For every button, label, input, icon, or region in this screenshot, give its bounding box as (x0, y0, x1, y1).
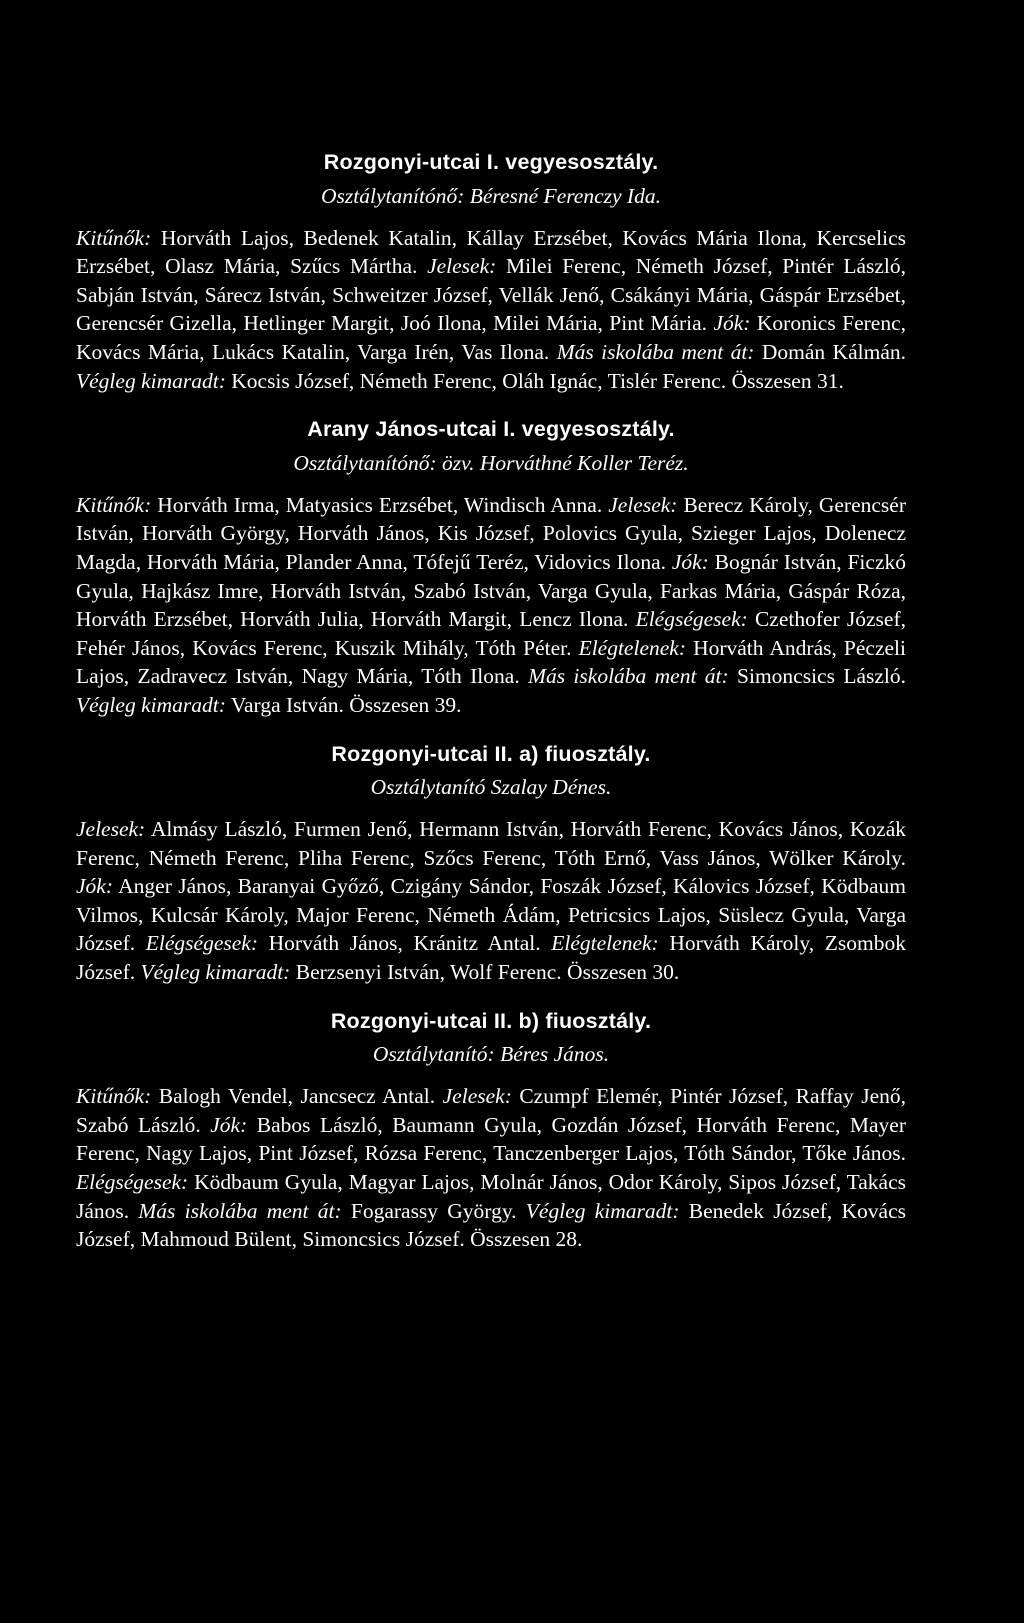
category-names: Almásy László, Furmen Jenő, Hermann István, Horváth Ferenc, Kovács János, Kozák Ferenc, Németh Ferenc, Pliha Ferenc, Szőcs Ferenc, Tóth Ernő, Vass János, Wölker Károly. (76, 817, 906, 870)
category-names: Anger János, Baranyai Győző, Czigány Sándor, Foszák József, Kálovics József, Ködbaum Vilmos, Kulcsár Károly, Major Ferenc, Németh Ádám, Petricsics Lajos, Süslecz Gyula, Varga József. (76, 874, 906, 956)
category-label: Elégtelenek: (578, 635, 686, 660)
category-label: Kitűnők: (76, 1084, 152, 1109)
category-names: Simoncsics László. (728, 664, 906, 689)
category-label: Más iskolába ment át: (138, 1198, 342, 1223)
class-section (76, 417, 906, 719)
category-names: Fogarassy György. (341, 1198, 526, 1223)
category-label: Jók: (76, 874, 113, 899)
category-names: Berzsenyi István, Wolf Ferenc. Összesen 30. (290, 960, 680, 985)
section-heading: Rozgonyi-utcai I. vegyesosztály. (323, 150, 659, 174)
category-names: Koronics Ferenc, Kovács Mária, Lukács Katalin, Varga Irén, Vas Ilona. (76, 311, 906, 364)
category-label: Jelesek: (442, 1084, 512, 1109)
category-names: Kocsis József, Németh Ferenc, Oláh Ignác, Tislér Ferenc. Összesen 31. (225, 368, 844, 393)
class-section (76, 150, 906, 395)
section-heading: Rozgonyi-utcai II. b) fiuosztály. (330, 1008, 652, 1033)
section-teacher: Osztálytanító Szalay Dénes. (370, 775, 612, 800)
category-label: Jelesek: (427, 254, 497, 279)
category-label: Elégségesek: (76, 1170, 189, 1195)
category-names: Varga István. Összesen 39. (225, 692, 462, 717)
section-body (76, 815, 906, 987)
section-teacher: Osztálytanító: Béres János. (372, 1042, 610, 1067)
section-heading: Arany János-utcai I. vegyesosztály. (307, 417, 675, 442)
section-teacher: Osztálytanítónő: özv. Horváthné Koller Teréz. (293, 450, 689, 475)
category-names: Czethofer József, Fehér János, Kovács Ferenc, Kuszik Mihály, Tóth Péter. (76, 607, 906, 660)
section-body (76, 224, 906, 396)
category-label: Jelesek: (76, 817, 146, 842)
category-label: Jók: (210, 1112, 248, 1137)
category-names: Horváth Lajos, Bedenek Katalin, Kállay Erzsébet, Kovács Mária Ilona, Kercselics Erzsébet, Olasz Mária, Szűcs Mártha. (76, 225, 906, 279)
category-names: Milei Ferenc, Németh József, Pintér László, Sabján István, Sárecz István, Schweitzer József, Vellák Jenő, Csákányi Mária, Gáspár Erzsébet, Gerencsér Gizella, Hetlinger Margit, Joó Ilona, Milei Mária, Pint Mária. (76, 254, 906, 336)
category-label: Végleg kimaradt: (140, 960, 291, 985)
category-names: Benedek József, Kovács József, Mahmoud Bülent, Simoncsics József. Összesen 28. (76, 1198, 906, 1252)
section-body (76, 1082, 906, 1254)
category-label: Jelesek: (608, 492, 678, 517)
category-names: Balogh Vendel, Jancsecz Antal. (151, 1084, 443, 1109)
category-label: Végleg kimaradt: (525, 1198, 680, 1223)
category-label: Más iskolába ment át: (528, 664, 729, 689)
document-page (76, 150, 906, 1276)
category-names: Horváth Irma, Matyasics Erzsébet, Windisch Anna. (151, 492, 609, 517)
class-section (76, 742, 906, 987)
section-body (76, 491, 906, 720)
category-label: Jók: (713, 311, 751, 336)
category-label: Más iskolába ment át: (556, 339, 755, 364)
category-names: Horváth János, Kránitz Antal. (257, 931, 552, 956)
category-names: Horváth Károly, Zsombok József. (76, 931, 907, 985)
category-label: Elégtelenek: (551, 931, 659, 956)
category-label: Elégségesek: (635, 607, 748, 632)
category-names: Berecz Károly, Gerencsér István, Horváth György, Horváth János, Kis József, Polovics Gyula, Szieger Lajos, Dolenecz Magda, Horváth Mária, Plander Anna, Tófejű Teréz, Vidovics Ilona. (76, 492, 906, 574)
category-label: Jók: (671, 549, 709, 574)
class-section (76, 1009, 906, 1254)
category-names: Horváth András, Péczeli Lajos, Zadravecz István, Nagy Mária, Tóth Ilona. (76, 635, 907, 689)
category-names: Domán Kálmán. (754, 339, 906, 364)
category-label: Elégségesek: (145, 931, 258, 956)
category-names: Bognár István, Ficzkó Gyula, Hajkász Imre, Horváth István, Szabó István, Varga Gyula, Farkas Mária, Gáspár Róza, Horváth Erzsébet, Horváth Julia, Horváth Margit, Lencz Ilona. (76, 549, 906, 632)
section-heading: Rozgonyi-utcai II. a) fiuosztály. (331, 741, 651, 766)
category-names: Babos László, Baumann Gyula, Gozdán József, Horváth Ferenc, Mayer Ferenc, Nagy Lajos, Pint József, Rózsa Ferenc, Tanczenberger Lajos, Tóth Sándor, Tőke János. (76, 1112, 906, 1166)
category-label: Végleg kimaradt: (76, 368, 226, 393)
category-names: Czumpf Elemér, Pintér József, Raffay Jenő, Szabó László. (76, 1084, 906, 1137)
category-label: Kitűnők: (76, 492, 152, 517)
category-label: Kitűnők: (76, 225, 152, 250)
category-label: Végleg kimaradt: (76, 692, 226, 717)
category-names: Ködbaum Gyula, Magyar Lajos, Molnár János, Odor Károly, Sipos József, Takács János. (76, 1170, 906, 1223)
section-teacher: Osztálytanítónő: Béresné Ferenczy Ida. (321, 183, 661, 208)
